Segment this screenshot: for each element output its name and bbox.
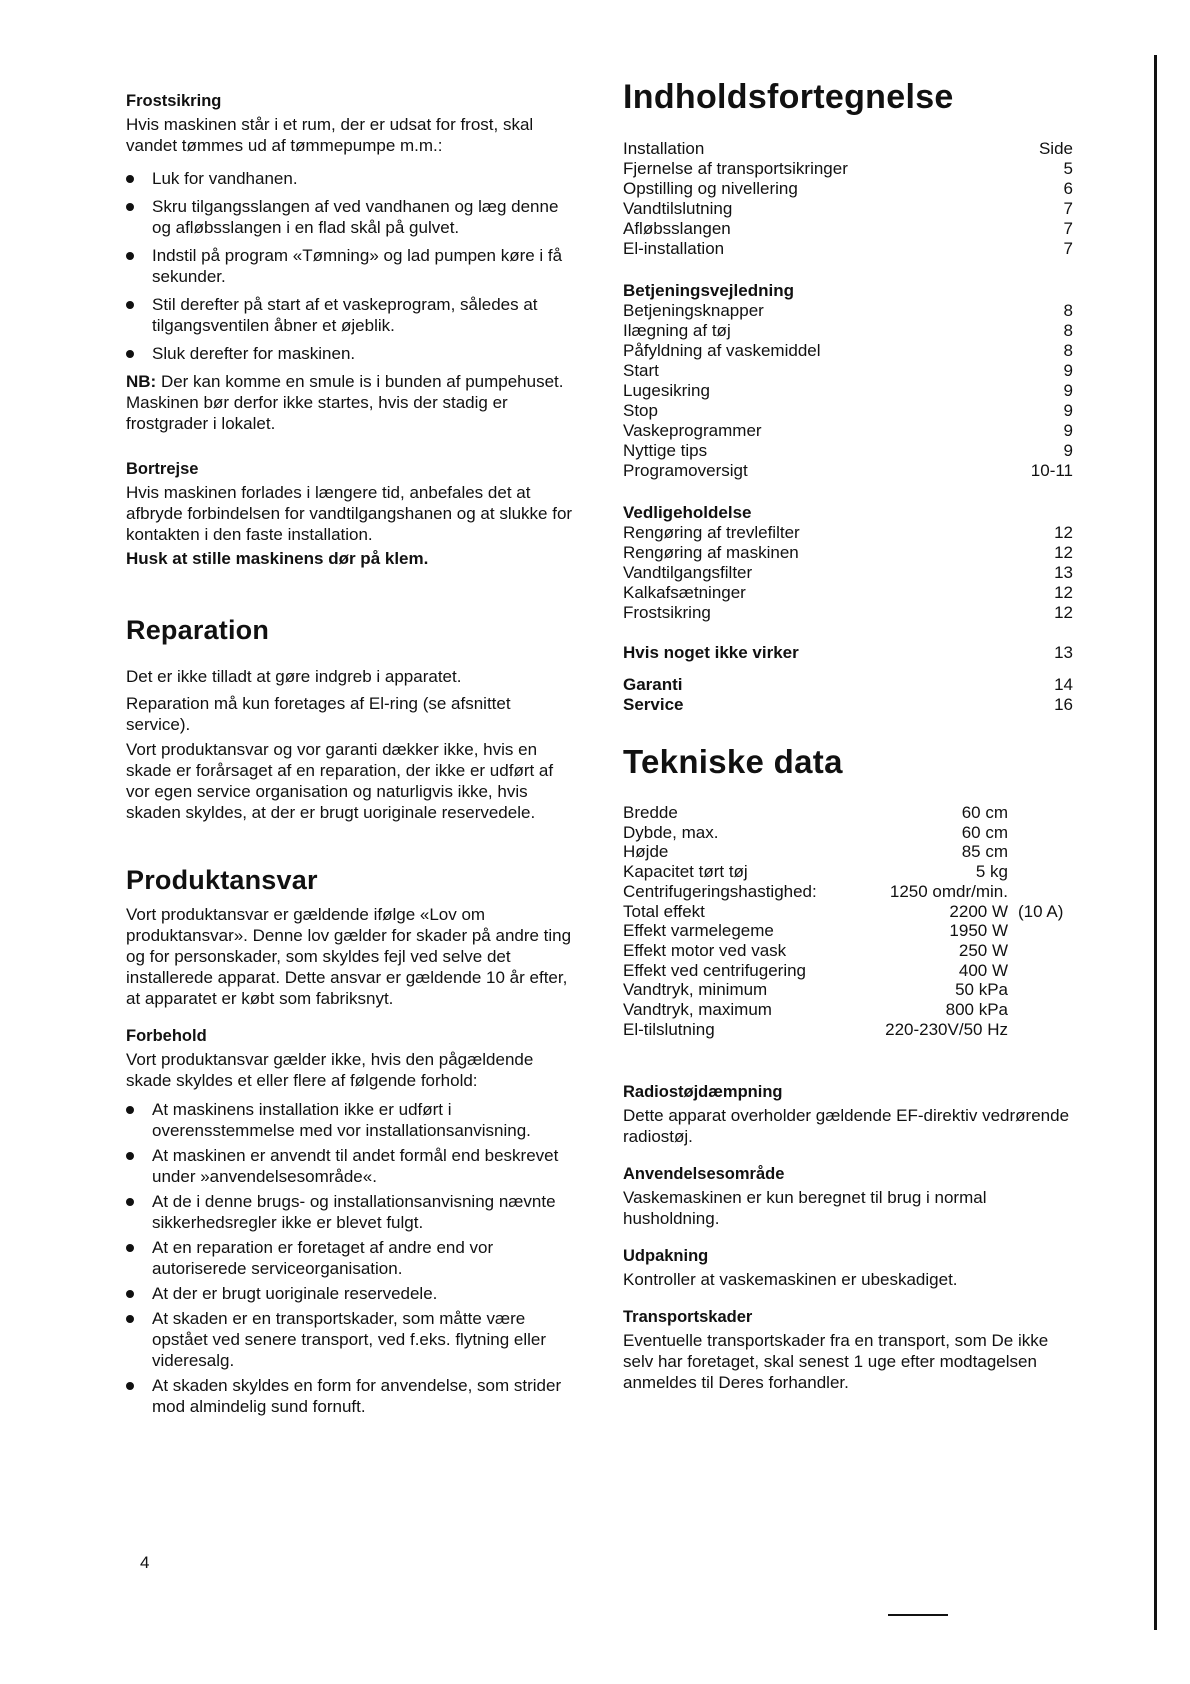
toc-entry-garanti (623, 675, 1073, 695)
tech-extra (1008, 961, 1018, 981)
list-item: At skaden er en transportskader, som måtte være opstået ved senere transport, ved f.eks. flytning eller videresalg. (126, 1308, 576, 1371)
toc-entry-label: Opstilling og nivellering (623, 179, 798, 198)
toc-entry (623, 341, 1073, 361)
list-item: Luk for vandhanen. (126, 168, 576, 189)
tech-section (623, 743, 1073, 1039)
tech-label: Total effekt (623, 901, 705, 921)
transport-title: Transportskader (623, 1308, 753, 1327)
toc-entry-label: Garanti (623, 675, 683, 694)
forbehold-intro: Vort produktansvar gælder ikke, hvis den pågældende skade skyldes et eller flere af følgende forhold: (126, 1050, 534, 1090)
list-item: Indstil på program «Tømning» og lad pumpen køre i få sekunder. (126, 245, 576, 287)
forbehold-list (126, 1099, 576, 1417)
toc-entry-page: 12 (1054, 523, 1073, 542)
table-row (623, 941, 1073, 961)
toc-entry-hvis (623, 643, 1073, 663)
tech-extra (1008, 862, 1018, 882)
toc-entry (623, 543, 1073, 563)
transport-section (623, 1308, 1073, 1393)
tech-title: Tekniske data (623, 743, 843, 780)
list-item: At der er brugt uoriginale reservedele. (126, 1283, 576, 1304)
toc-entry-page: 12 (1054, 603, 1073, 622)
tech-value: 800 kPa (945, 1000, 1008, 1020)
toc-entry (623, 361, 1073, 381)
list-item: Stil derefter på start af et vaskeprogram, således at tilgangsventilen åbner et øjeblik. (126, 294, 576, 336)
toc-entry-page: 7 (1063, 219, 1073, 238)
produktansvar-title: Produktansvar (126, 865, 318, 895)
toc-entry (623, 179, 1073, 199)
nb-note (126, 371, 576, 434)
toc-entry (623, 563, 1073, 583)
tech-extra (1008, 882, 1018, 902)
toc-entry (623, 421, 1073, 441)
toc-group-head-label: Vedligeholdelse (623, 503, 752, 522)
udpakning-section (623, 1247, 1073, 1290)
toc-entry-label: Vandtilslutning (623, 199, 733, 218)
toc-entry-page: 9 (1063, 361, 1073, 380)
tech-value: 400 W (958, 960, 1008, 980)
toc-entry-label: Frostsikring (623, 603, 711, 622)
toc-entry-label: Rengøring af trevlefilter (623, 523, 800, 542)
reparation-section (126, 615, 576, 823)
toc-entry-label: Ilægning af tøj (623, 321, 731, 340)
toc-entry-page: 7 (1063, 239, 1073, 258)
toc-entry-label: Vaskeprogrammer (623, 421, 762, 440)
toc-entry-label: Programoversigt (623, 461, 748, 480)
tech-label: Effekt varmelegeme (623, 921, 774, 941)
tech-value: 1250 omdr/min. (889, 881, 1008, 901)
table-row (623, 882, 1073, 902)
table-row (623, 842, 1073, 862)
toc-entry-label: Betjeningsknapper (623, 301, 764, 320)
tech-extra (1008, 823, 1018, 843)
tech-label: Kapacitet tørt tøj (623, 862, 748, 882)
tech-extra: (10 A) (1018, 901, 1064, 921)
tech-label: Bredde (623, 803, 678, 822)
table-row (623, 902, 1073, 922)
toc-entry-page: 16 (1054, 695, 1073, 714)
toc-entry (623, 239, 1073, 259)
toc-title: Indholdsfortegnelse (623, 78, 954, 116)
table-row (623, 921, 1073, 941)
frostsikring-section (126, 92, 576, 434)
toc-entry-page: 12 (1054, 583, 1073, 602)
tech-label: Vandtryk, maximum (623, 1000, 772, 1020)
toc-entry (623, 159, 1073, 179)
tech-label: Effekt ved centrifugering (623, 960, 807, 980)
toc-group-head (623, 503, 1073, 523)
toc-section (623, 78, 1073, 715)
toc-entry-page: 14 (1054, 675, 1073, 694)
toc-entry (623, 381, 1073, 401)
list-item: Sluk derefter for maskinen. (126, 343, 576, 364)
toc-entry-page: 9 (1063, 441, 1073, 460)
frostsikring-steps (126, 168, 576, 364)
table-row (623, 823, 1073, 843)
tech-label: Højde (623, 842, 669, 862)
toc-installation-head (623, 139, 1073, 159)
list-item: Skru tilgangsslangen af ved vandhanen og læg denne og afløbsslangen i en flad skål på gulvet. (126, 196, 576, 238)
table-row (623, 1000, 1073, 1020)
list-item: At skaden skyldes en form for anvendelse, som strider mod almindelig sund fornuft. (126, 1375, 576, 1417)
tech-extra (1008, 1000, 1018, 1020)
toc-entry-label: Påfyldning af vaskemiddel (623, 341, 821, 360)
nb-text: Der kan komme en smule is i bunden af pumpehuset. Maskinen bør derfor ikke startes, hvis der stadig er frostgrader i lokalet. (126, 372, 564, 433)
toc-entry-label: Service (623, 695, 684, 714)
toc-entry (623, 301, 1073, 321)
toc-entry-page: 12 (1054, 543, 1073, 562)
radio-section (623, 1083, 1073, 1147)
anvendelse-section (623, 1165, 1073, 1229)
toc-entry (623, 219, 1073, 239)
toc-entry (623, 199, 1073, 219)
tech-value: 5 kg (975, 862, 1008, 882)
toc-entry-page: 9 (1063, 421, 1073, 440)
table-row (623, 862, 1073, 882)
list-item: At en reparation er foretaget af andre end vor autoriserede serviceorganisation. (126, 1237, 576, 1279)
table-row (623, 1020, 1073, 1040)
toc-entry-page: 13 (1054, 643, 1073, 662)
toc-entry (623, 461, 1073, 481)
tech-label: Vandtryk, minimum (623, 980, 768, 1000)
tech-label: Centrifugeringshastighed: (623, 881, 817, 901)
side-label: Side (1038, 139, 1073, 158)
right-column (623, 78, 1073, 1393)
toc-group-head: Installation (623, 139, 705, 158)
toc-entry-label: Rengøring af maskinen (623, 543, 799, 562)
tech-extra (1008, 1020, 1018, 1040)
toc-entry-label: Vandtilgangsfilter (623, 563, 753, 582)
table-row (623, 961, 1073, 981)
toc-entry-page: 10-11 (1030, 461, 1073, 480)
toc-entry-label: Kalkafsætninger (623, 583, 746, 602)
toc-entry-label: Hvis noget ikke virker (623, 643, 799, 662)
toc-entry-service (623, 695, 1073, 715)
bortrejse-note: Husk at stille maskinens dør på klem. (126, 549, 429, 568)
reparation-title: Reparation (126, 615, 270, 645)
toc-entry-page: 9 (1063, 401, 1073, 420)
tech-label: El-tilslutning (623, 1019, 715, 1039)
bortrejse-text: Hvis maskinen forlades i længere tid, anbefales det at afbryde forbindelsen for vandtilgangshanen og at slukke for kontakten i den faste installation. (126, 483, 573, 544)
produktansvar-text: Vort produktansvar er gældende ifølge «Lov om produktansvar». Denne lov gælder for skader på andre ting og for personskader, som skyldes fejl ved selve det installerede apparat. Dette ansvar er gældende 10 år efter, at apparatet er købt som fabriksnyt. (126, 905, 572, 1008)
udpakning-text: Kontroller at vaskemaskinen er ubeskadiget. (623, 1270, 958, 1290)
bortrejse-title: Bortrejse (126, 460, 199, 478)
toc-entry-label: El-installation (623, 239, 725, 258)
toc-group-head (623, 281, 1073, 301)
frostsikring-title: Frostsikring (126, 92, 222, 110)
toc-entry (623, 321, 1073, 341)
bortrejse-section (126, 460, 576, 569)
reparation-paragraph: Reparation må kun foretages af El-ring (se afsnittet service). (126, 694, 511, 734)
frostsikring-intro: Hvis maskinen står i et rum, der er udsat for frost, skal vandet tømmes ud af tømmepumpe m.m.: (126, 115, 534, 155)
toc-entry-page: 7 (1063, 199, 1073, 218)
toc-entry (623, 583, 1073, 603)
left-column (126, 92, 576, 1417)
toc-entry (623, 401, 1073, 421)
tech-label: Dybde, max. (623, 822, 719, 842)
tech-label: Effekt motor ved vask (623, 940, 787, 960)
toc-entry-page: 6 (1063, 179, 1073, 198)
list-item: At maskinen er anvendt til andet formål end beskrevet under »anvendelsesområde«. (126, 1145, 576, 1187)
toc-group-installation (623, 159, 1073, 259)
toc-entry-label: Afløbsslangen (623, 219, 731, 238)
tech-extra (1008, 803, 1018, 823)
forbehold-title: Forbehold (126, 1027, 207, 1045)
table-row (623, 803, 1073, 823)
toc-entry-page: 5 (1063, 159, 1073, 178)
produktansvar-section (126, 865, 576, 1009)
tech-value: 50 kPa (955, 980, 1008, 1000)
tech-table (623, 803, 1073, 1039)
list-item: At maskinens installation ikke er udført i overensstemmelse med vor installationsanvisning. (126, 1099, 576, 1141)
toc-entry-page: 8 (1063, 321, 1073, 340)
toc-entry-page: 13 (1054, 563, 1073, 582)
tech-value: 1950 W (949, 921, 1008, 941)
toc-group-head-label: Betjeningsvejledning (623, 281, 794, 300)
udpakning-title: Udpakning (623, 1247, 709, 1266)
toc-entry-page: 9 (1063, 381, 1073, 400)
toc-entry (623, 523, 1073, 543)
toc-group-vedligeholdelse (623, 503, 1073, 623)
tech-extra (1008, 980, 1018, 1000)
list-item: At de i denne brugs- og installationsanvisning nævnte sikkerhedsregler ikke er blevet fulgt. (126, 1191, 576, 1233)
toc-entry (623, 441, 1073, 461)
tech-value: 60 cm (961, 822, 1008, 842)
anvendelse-text: Vaskemaskinen er kun beregnet til brug i normal husholdning. (623, 1188, 987, 1229)
radio-title: Radiostøjdæmpning (623, 1083, 783, 1102)
radio-text: Dette apparat overholder gældende EF-direktiv vedrørende radiostøj. (623, 1106, 1070, 1147)
tech-extra (1008, 921, 1018, 941)
toc-entry (623, 603, 1073, 623)
reparation-paragraph: Det er ikke tilladt at gøre indgreb i apparatet. (126, 667, 462, 686)
page-number: 4 (140, 1553, 150, 1572)
toc-entry-label: Nyttige tips (623, 441, 708, 460)
tech-value: 220-230V/50 Hz (885, 1019, 1008, 1039)
toc-entry-page: 8 (1063, 341, 1073, 360)
toc-entry-label: Stop (623, 401, 658, 420)
tech-value: 2200 W (949, 901, 1008, 921)
tech-value: 60 cm (961, 803, 1008, 822)
forbehold-section (126, 1027, 576, 1417)
toc-entry-label: Start (623, 361, 659, 380)
table-row (623, 980, 1073, 1000)
toc-entry-page: 8 (1063, 301, 1073, 320)
tech-value: 85 cm (961, 842, 1008, 862)
toc-entry-label: Lugesikring (623, 381, 710, 400)
tech-extra (1008, 842, 1018, 862)
margin-rule (1154, 55, 1157, 1630)
toc-entry-label: Fjernelse af transportsikringer (623, 159, 848, 178)
transport-text: Eventuelle transportskader fra en transport, som De ikke selv har foretaget, skal senest 1 uge efter modtagelsen anmeldes til Deres forhandler. (623, 1331, 1049, 1393)
reparation-paragraph: Vort produktansvar og vor garanti dækker ikke, hvis en skade er forårsaget af en reparation, der ikke er udført af vor egen service organisation og naturligvis ikke, hvis skaden skyldes, at der er brugt uoriginale reservedele. (126, 740, 554, 822)
tech-extra (1008, 941, 1018, 961)
tech-value: 250 W (958, 940, 1008, 960)
footer-dash (888, 1614, 948, 1616)
nb-label: NB: (126, 372, 157, 391)
toc-group-betjening (623, 281, 1073, 481)
anvendelse-title: Anvendelsesområde (623, 1165, 785, 1184)
